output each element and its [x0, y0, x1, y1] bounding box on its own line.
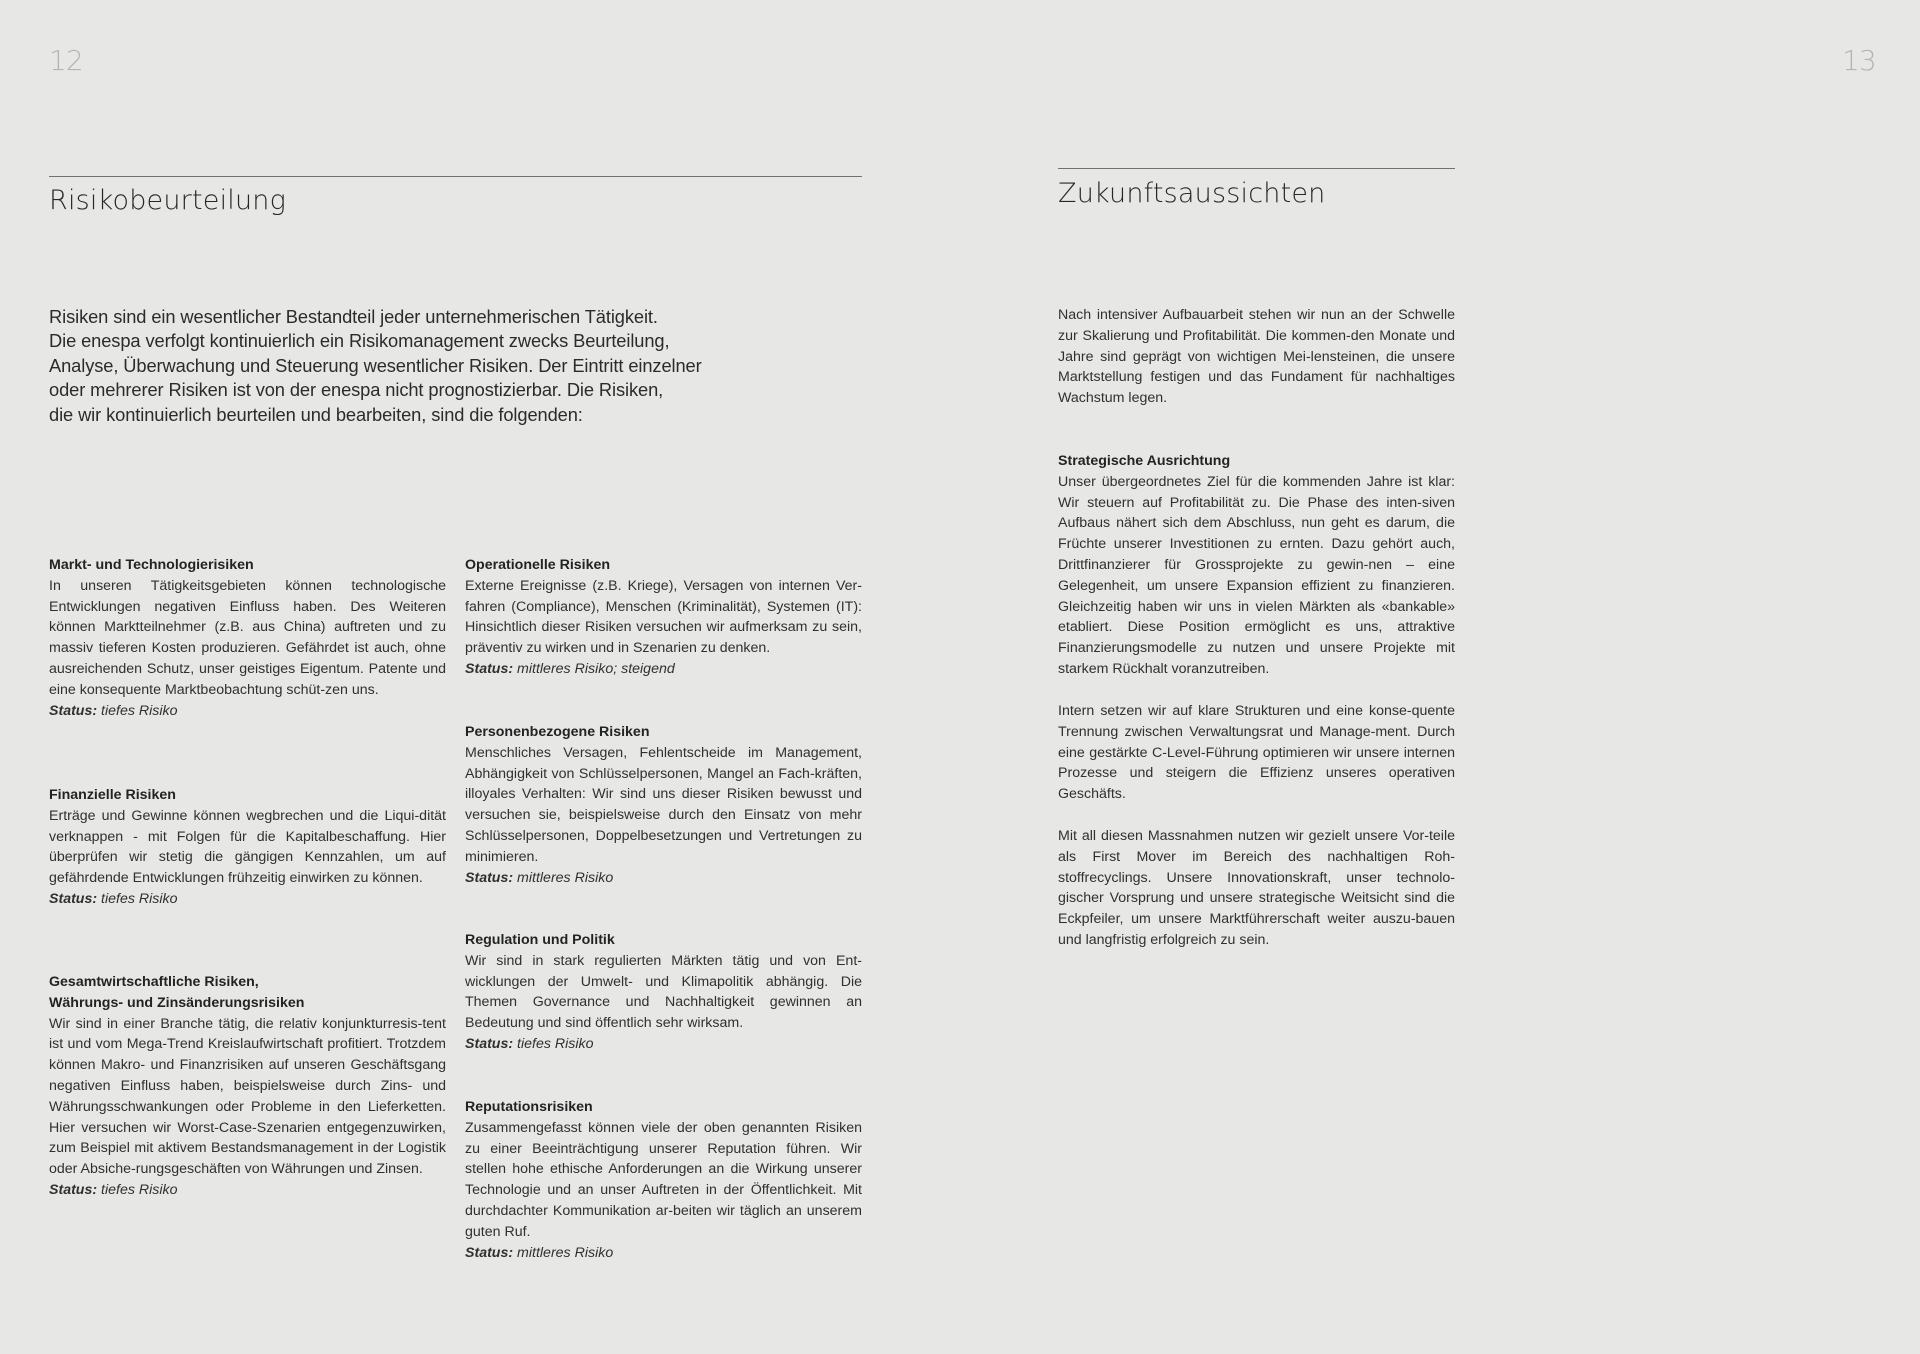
- section-divider-risk: [49, 176, 862, 177]
- status-label: Status:: [49, 702, 98, 719]
- status-label: Status:: [465, 1244, 514, 1261]
- risk-status: [465, 1243, 862, 1264]
- status-label: Status:: [465, 660, 514, 677]
- status-value: tiefes Risiko: [101, 1181, 178, 1198]
- risk-block-reputation: [465, 1097, 862, 1263]
- status-value: tiefes Risiko: [101, 702, 178, 719]
- risk-body: Wir sind in stark regulierten Märkten tätig und von Ent-wicklungen der Umwelt- und Klimapolitik abhängig. Die Themen Governance und Nachhaltigkeit gewinnen an Bedeutung und sind öffentlich sehr wirksam.: [465, 952, 862, 1032]
- risk-block-market-technology: [49, 555, 446, 721]
- risk-body: Externe Ereignisse (z.B. Kriege), Versagen von internen Ver-fahren (Compliance), Menschen (Kriminalität), Systemen (IT): Hinsichtlich dieser Risiken versuchen wir aufmerksam zu sein, präventiv zu wirken und in Szenarien zu denken.: [465, 577, 862, 657]
- page-number-right: 13: [1842, 44, 1876, 77]
- status-label: Status:: [465, 1035, 514, 1052]
- risk-block-regulation: [465, 930, 862, 1055]
- intro-line: oder mehrerer Risiken ist von der enespa nicht prognostizierbar. Die Risiken,: [49, 379, 664, 401]
- risk-block-financial: [49, 785, 446, 910]
- risk-block-operational: [465, 555, 862, 680]
- risk-body: Wir sind in einer Branche tätig, die relativ konjunkturresis-tent ist und vom Mega-Trend Kreislaufwirtschaft profitiert. Trotzdem können Makro- und Finanzrisiken auf unseren Geschäftsgang negativen Einfluss haben, beispielsweise durch Zins- und Währungsschwankungen oder Probleme in den Lieferketten. Hier versuchen wir Worst-Case-Szenarien entgegenzuwirken, zum Beispiel mit aktivem Bestandsmanagement in der Logistik oder Absiche-rungsgeschäften von Währungen und Zinsen.: [49, 1015, 446, 1178]
- intro-line: Risiken sind ein wesentlicher Bestandteil jeder unternehmerischen Tätigkeit.: [49, 306, 658, 327]
- risk-status: [465, 1034, 862, 1055]
- strategy-body: Unser übergeordnetes Ziel für die kommenden Jahre ist klar: Wir steuern auf Profitabilität zu. Die Phase des inten-siven Aufbaus nähert sich dem Abschluss, nun geht es darum, die Früchte unserer Investitionen zu ernten. Dazu gehört auch, Drittfinanzierer für Grossprojekte zu gewin-nen – eine Gelegenheit, um unsere Expansion effizient zu finanzieren. Gleichzeitig haben wir uns in vielen Märkten als «bankable» etabliert. Diese Position ermöglicht es uns, attraktive Finanzierungsmodelle zu nutzen und unsere Projekte mit starkem Rückhalt voranzutreiben.: [1058, 473, 1455, 677]
- risk-title: Regulation und Politik: [465, 932, 615, 948]
- risk-body: Erträge und Gewinne können wegbrechen und die Liqui-dität verknappen - mit Folgen für die Kapitalbeschaffung. Hier überprüfen wir stetig die gängigen Kennzahlen, um auf gefährdende Entwicklungen frühzeitig einwirken zu können.: [49, 807, 446, 887]
- outlook-strategy-block: [1058, 451, 1455, 680]
- risk-title: Markt- und Technologierisiken: [49, 557, 254, 573]
- outlook-intro-paragraph: [1058, 305, 1455, 409]
- closing-body: Mit all diesen Massnahmen nutzen wir gezielt unsere Vor-teile als First Mover im Bereich des nachhaltigen Roh-stoffrecyclings. Unsere Innovationskraft, unser technolo-gischer Vorsprung und unsere strategische Weitsicht sind die Eckpfeiler, um unsere Marktführerschaft weiter auszu-bauen und langfristig erfolgreich zu sein.: [1058, 828, 1455, 948]
- section-divider-outlook: [1058, 168, 1455, 169]
- outlook-structure-block: [1058, 701, 1455, 805]
- risk-status: [49, 701, 446, 722]
- outlook-intro: Nach intensiver Aufbauarbeit stehen wir nun an der Schwelle zur Skalierung und Profitabilität. Die kommen-den Monate und Jahre sind geprägt von wichtigen Mei-lensteinen, die unsere Marktstellung festigen und das Fundament für nachhaltiges Wachstum legen.: [1058, 307, 1455, 407]
- risk-body: Zusammengefasst können viele der oben genannten Risiken zu einer Beeinträchtigung unserer Reputation führen. Wir stellen hohe ethische Anforderungen an die Wirkung unserer Technologie und an unser Auftreten in der Öffentlichkeit. Mit durchdachter Kommunikation ar-beiten wir täglich an unserem guten Ruf.: [465, 1119, 862, 1240]
- status-value: mittleres Risiko: [517, 1244, 614, 1261]
- risk-title: Reputationsrisiken: [465, 1099, 593, 1115]
- strategy-title: Strategische Ausrichtung: [1058, 453, 1231, 469]
- outlook-closing-block: [1058, 826, 1455, 951]
- risk-title: Finanzielle Risiken: [49, 787, 176, 803]
- risk-status: [49, 1180, 446, 1201]
- status-label: Status:: [465, 869, 514, 886]
- risk-body: Menschliches Versagen, Fehlentscheide im Management, Abhängigkeit von Schlüsselpersonen, Mangel an Fach-kräften, illoyales Verhalten: Wir sind uns dieser Risiken bewusst und versuchen sie, beispielsweise durch den Einsatz von mehr Schlüsselpersonen, Doppelbesetzungen und Vertretungen zu minimieren.: [465, 744, 862, 865]
- status-value: mittleres Risiko: [517, 869, 614, 886]
- risk-title: Personenbezogene Risiken: [465, 724, 650, 740]
- intro-line: Analyse, Überwachung und Steuerung wesentlicher Risiken. Der Eintritt einzelner: [49, 354, 702, 376]
- section-title-risk: Risikobeurteilung: [49, 185, 287, 216]
- risk-title: Gesamtwirtschaftliche Risiken,: [49, 974, 259, 990]
- status-value: tiefes Risiko: [101, 890, 178, 907]
- risk-status: [49, 889, 446, 910]
- structure-body: Intern setzen wir auf klare Strukturen und eine konse-quente Trennung zwischen Verwaltungsrat und Manage-ment. Durch eine gestärkte C-Level-Führung optimieren wir unsere internen Prozesse und steigern die Effizienz unseres operativen Geschäfts.: [1058, 703, 1455, 803]
- section-title-outlook: Zukunftsaussichten: [1058, 178, 1326, 209]
- status-value: mittleres Risiko; steigend: [517, 660, 675, 677]
- risk-status: [465, 868, 862, 889]
- risk-body: In unseren Tätigkeitsgebieten können technologische Entwicklungen negativen Einfluss haben. Des Weiteren können Marktteilnehmer (z.B. aus China) auftreten und zu massiv tieferen Kosten produzieren. Gefährdet ist auch, ohne ausreichenden Schutz, unser geistiges Eigentum. Patente und eine konsequente Marktbeobachtung schüt-zen uns.: [49, 577, 446, 698]
- status-label: Status:: [49, 1181, 98, 1198]
- intro-line: die wir kontinuierlich beurteilen und bearbeiten, sind die folgenden:: [49, 403, 583, 425]
- risk-block-macroeconomic: [49, 972, 446, 1201]
- page-number-left: 12: [49, 44, 83, 77]
- status-value: tiefes Risiko: [517, 1035, 594, 1052]
- intro-line: Die enespa verfolgt kontinuierlich ein Risikomanagement zwecks Beurteilung,: [49, 330, 670, 352]
- risk-block-personnel: [465, 722, 862, 888]
- risk-title: Operationelle Risiken: [465, 557, 611, 573]
- risk-status: [465, 659, 862, 680]
- risk-title-line2: Währungs- und Zinsänderungsrisiken: [49, 994, 305, 1011]
- status-label: Status:: [49, 890, 98, 907]
- risk-intro-paragraph: [49, 305, 749, 427]
